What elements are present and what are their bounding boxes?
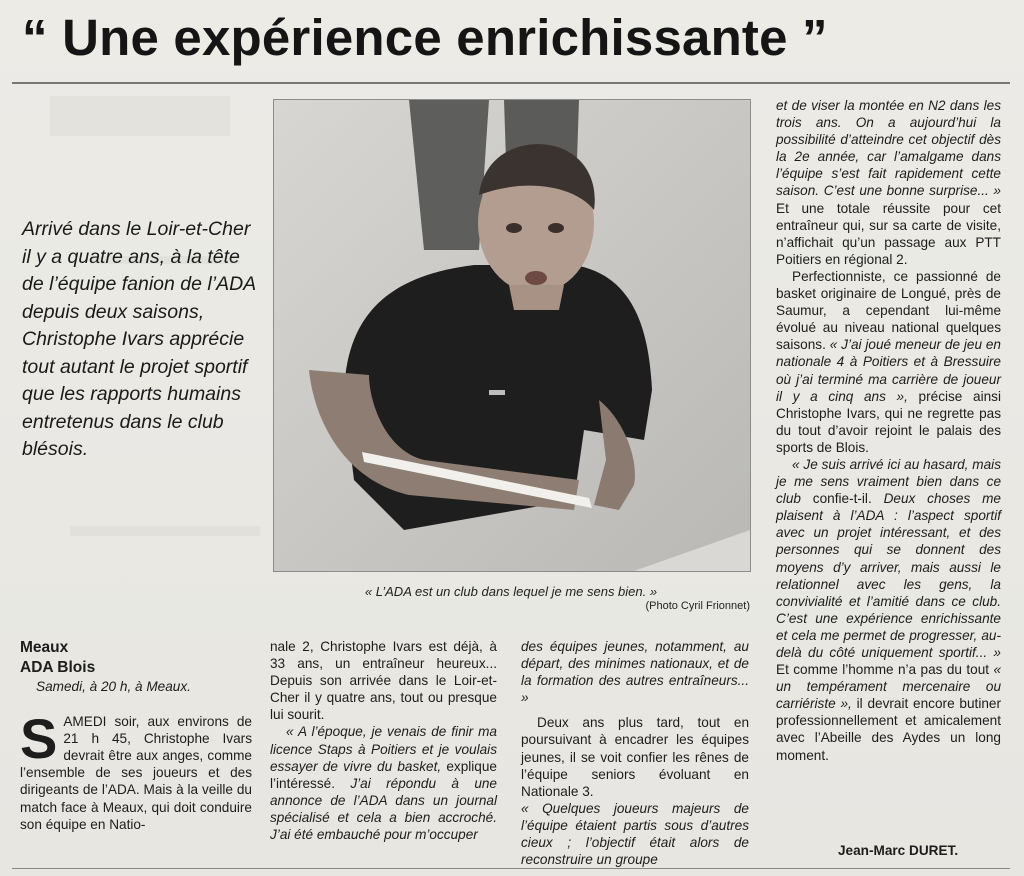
quote-1b: J’ai répondu à une annonce de l’ADA dans un journal spécialisé et cela a bien accroché. J’ai été embauché pour m’occuper <box>270 775 497 843</box>
lead-paragraph: Arrivé dans le Loir-et-Cher il y a quatre ans, à la tête de l’équipe fanion de l’ADA depuis deux saisons, Christophe Ivars apprécie tout autant le projet sportif que les rapports humains entretenus dans le club blésois. <box>22 218 256 460</box>
quote-1c: des équipes jeunes, notamment, au départ, des minimes nationaux, et de la formation des autres entraîneurs... » <box>521 639 749 706</box>
body-col1: AMEDI soir, aux environs de 21 h 45, Christophe Ivars devrait être aux anges, comme l’ensemble de ses joueurs et des dirigeants de l’ADA. Mais à la veille du match face à Meaux, qui doit conduire son équipe en Natio- <box>20 714 252 832</box>
photo-caption: « L’ADA est un club dans lequel je me sens bien. » <box>364 584 658 599</box>
quote-4b: Deux choses me plaisent à l’ADA : l’aspect sportif avec un projet intéressant, et des personnes qui se donnent des moyens d’y arriver, mais aussi le relationnel avec les gens, la convivialité et l’amitié dans ce club. C’est une expérience enrichissante et cela me permet de progresser, au-delà du côté uniquement sportif... » <box>776 491 1001 660</box>
quote-5: « un tempérament mercenaire ou carriériste », <box>776 662 1001 712</box>
coach-photo-illustration <box>274 100 750 571</box>
drop-cap: S <box>20 707 58 771</box>
coach-photo <box>273 99 751 572</box>
body-col4-a: Et une totale réussite pour cet entraîneur qui, sur sa carte de visite, n’affichait qu’un passage aux PTT Poitiers en régional 2. <box>776 200 1001 267</box>
match-away-team: ADA Blois <box>20 659 96 676</box>
body-col3: Deux ans plus tard, tout en poursuivant à encadrer les équipes jeunes, il se voit confier les rênes de l’équipe seniors évoluant en Nationale 3. <box>521 715 749 799</box>
top-rule <box>12 82 1010 84</box>
body-col4-c: précise ainsi Christophe Ivars, qui ne regrette pas du tout d’avoir rejoint le palais des sports de Blois. <box>776 388 1001 455</box>
column-1 <box>20 638 252 833</box>
column-4 <box>776 97 1001 764</box>
headline: “ Une expérience enrichissante ” <box>22 9 828 66</box>
quote-4a: « Je suis arrivé ici au hasard, mais je me sens vraiment bien dans ce club <box>776 456 1001 507</box>
quote-1a: « A l’époque, je venais de finir ma licence Staps à Poitiers et je voulais essayer de vivre du basket, <box>270 724 497 774</box>
quote-2b: et de viser la montée en N2 dans les trois ans. On a aujourd’hui la possibilité d’atteindre cet objectif dès la 2e année, car l’amalgame dans l’équipe s’est fait rapidement cette saison. C’est une bonne surprise... » <box>776 98 1001 199</box>
quote-2a: « Quelques joueurs majeurs de l’équipe étaient partis sous d’autres cieux ; l’objectif était alors de reconstruire un groupe <box>521 800 749 868</box>
body-col2-intro: nale 2, Christophe Ivars est déjà, à 33 ans, un entraîneur heureux... Depuis son arrivée dans le Loir-et-Cher il y quatre ans, tout ou presque lui sourit. <box>270 639 497 723</box>
author-signature: Jean-Marc DURET. <box>838 843 959 858</box>
body-col4-d: Et comme l’homme n’a pas du tout <box>776 662 994 678</box>
column-2 <box>270 638 497 843</box>
match-home-team: Meaux <box>20 639 69 656</box>
body-col4-b: Perfectionniste, ce passionné de basket originaire de Longué, près de Saumur, a cependant lui-même évolué au niveau national quelques saisons. <box>776 268 1001 353</box>
body-col4-e: il devrait encore butiner professionnellement et amicalement avec l’Abeille des Aydes un long moment. <box>776 696 1001 763</box>
attribution-1: explique l’intéressé. <box>270 758 497 791</box>
column-3 <box>521 638 749 868</box>
photo-credit: (Photo Cyril Frionnet) <box>645 600 750 612</box>
match-time: Samedi, à 20 h, à Meaux. <box>36 679 191 694</box>
quote-3: « J’ai joué meneur de jeu en nationale 4 à Poitiers et à Bressuire où j’ai terminé ma carrière de joueur il y a cinq ans », <box>776 337 1001 404</box>
attribution-4: confie-t-il. <box>800 491 884 507</box>
bottom-rule <box>12 868 1010 869</box>
